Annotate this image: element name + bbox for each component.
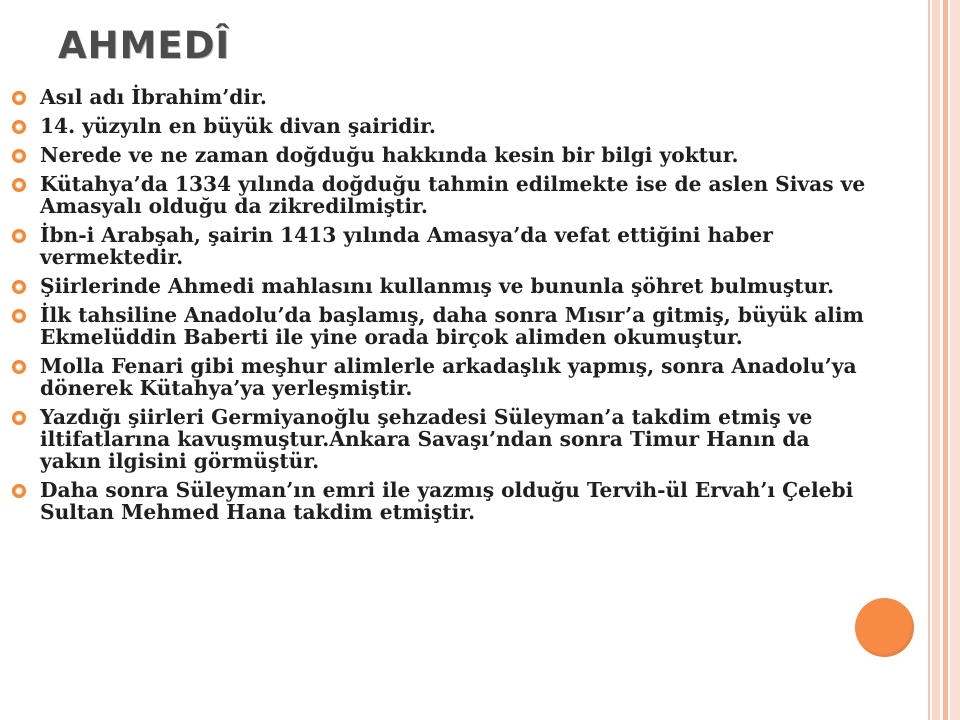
bullet-line: Amasyalı olduğu da zikredilmiştir. bbox=[40, 194, 428, 218]
bullet-item bbox=[12, 144, 947, 166]
ring-bullet-icon bbox=[12, 120, 26, 134]
bullet-line: yakın ilgisini görmüştür. bbox=[40, 449, 320, 473]
bullet-line: vermektedir. bbox=[40, 245, 184, 269]
stripe-4 bbox=[950, 0, 960, 720]
bullet-line: Asıl adı İbrahim’dir. bbox=[40, 85, 267, 109]
bullet-line: 14. yüzyıln en büyük divan şairidir. bbox=[40, 114, 436, 138]
bullet-item bbox=[12, 355, 947, 399]
bullet-line: Ekmelüddin Baberti ile yine orada birçok alimden okumuştur. bbox=[40, 325, 743, 349]
ring-bullet-icon bbox=[12, 309, 26, 323]
bullet-item bbox=[12, 86, 947, 108]
bullet-line: İbn-i Arabşah, şairin 1413 yılında Amasya’da vefat ettiğini haber bbox=[40, 223, 773, 247]
ring-bullet-icon bbox=[12, 484, 26, 498]
bullet-line: Nerede ve ne zaman doğduğu hakkında kesin bir bilgi yoktur. bbox=[40, 143, 739, 167]
slide-title: AHMEDÎ bbox=[58, 24, 231, 67]
bullet-item bbox=[12, 304, 947, 348]
ring-bullet-icon bbox=[12, 178, 26, 192]
bullet-item bbox=[12, 224, 947, 268]
bullet-line: Şiirlerinde Ahmedi mahlasını kullanmış ve bununla şöhret bulmuştur. bbox=[40, 274, 835, 298]
bullet-line: dönerek Kütahya’ya yerleşmiştir. bbox=[40, 376, 413, 400]
bullet-line: Daha sonra Süleyman’ın emri ile yazmış olduğu Tervih-ül Ervah’ı Çelebi bbox=[40, 478, 854, 502]
bullet-line: İlk tahsiline Anadolu’da başlamış, daha sonra Mısır’a gitmiş, büyük alim bbox=[40, 303, 864, 327]
bullet-item bbox=[12, 479, 947, 523]
ring-bullet-icon bbox=[12, 280, 26, 294]
bullet-line: Yazdığı şiirleri Germiyanoğlu şehzadesi Süleyman’a takdim etmiş ve bbox=[40, 405, 813, 429]
bullet-item bbox=[12, 406, 947, 472]
bullet-item bbox=[12, 115, 947, 137]
bullet-item bbox=[12, 275, 947, 297]
ring-bullet-icon bbox=[12, 360, 26, 374]
ring-bullet-icon bbox=[12, 91, 26, 105]
orange-circle-decoration bbox=[855, 598, 914, 657]
ring-bullet-icon bbox=[12, 149, 26, 163]
ring-bullet-icon bbox=[12, 229, 26, 243]
bullet-line: Molla Fenari gibi meşhur alimlerle arkadaşlık yapmış, sonra Anadolu’ya bbox=[40, 354, 857, 378]
bullet-line: iltifatlarına kavuşmuştur.Ankara Savaşı’ndan sonra Timur Hanın da bbox=[40, 427, 810, 451]
bullet-line: Sultan Mehmed Hana takdim etmiştir. bbox=[40, 500, 476, 524]
ring-bullet-icon bbox=[12, 411, 26, 425]
bullet-item bbox=[12, 173, 947, 217]
bullet-line: Kütahya’da 1334 yılında doğduğu tahmin edilmekte ise de aslen Sivas ve bbox=[40, 172, 866, 196]
bullet-list bbox=[12, 86, 947, 530]
